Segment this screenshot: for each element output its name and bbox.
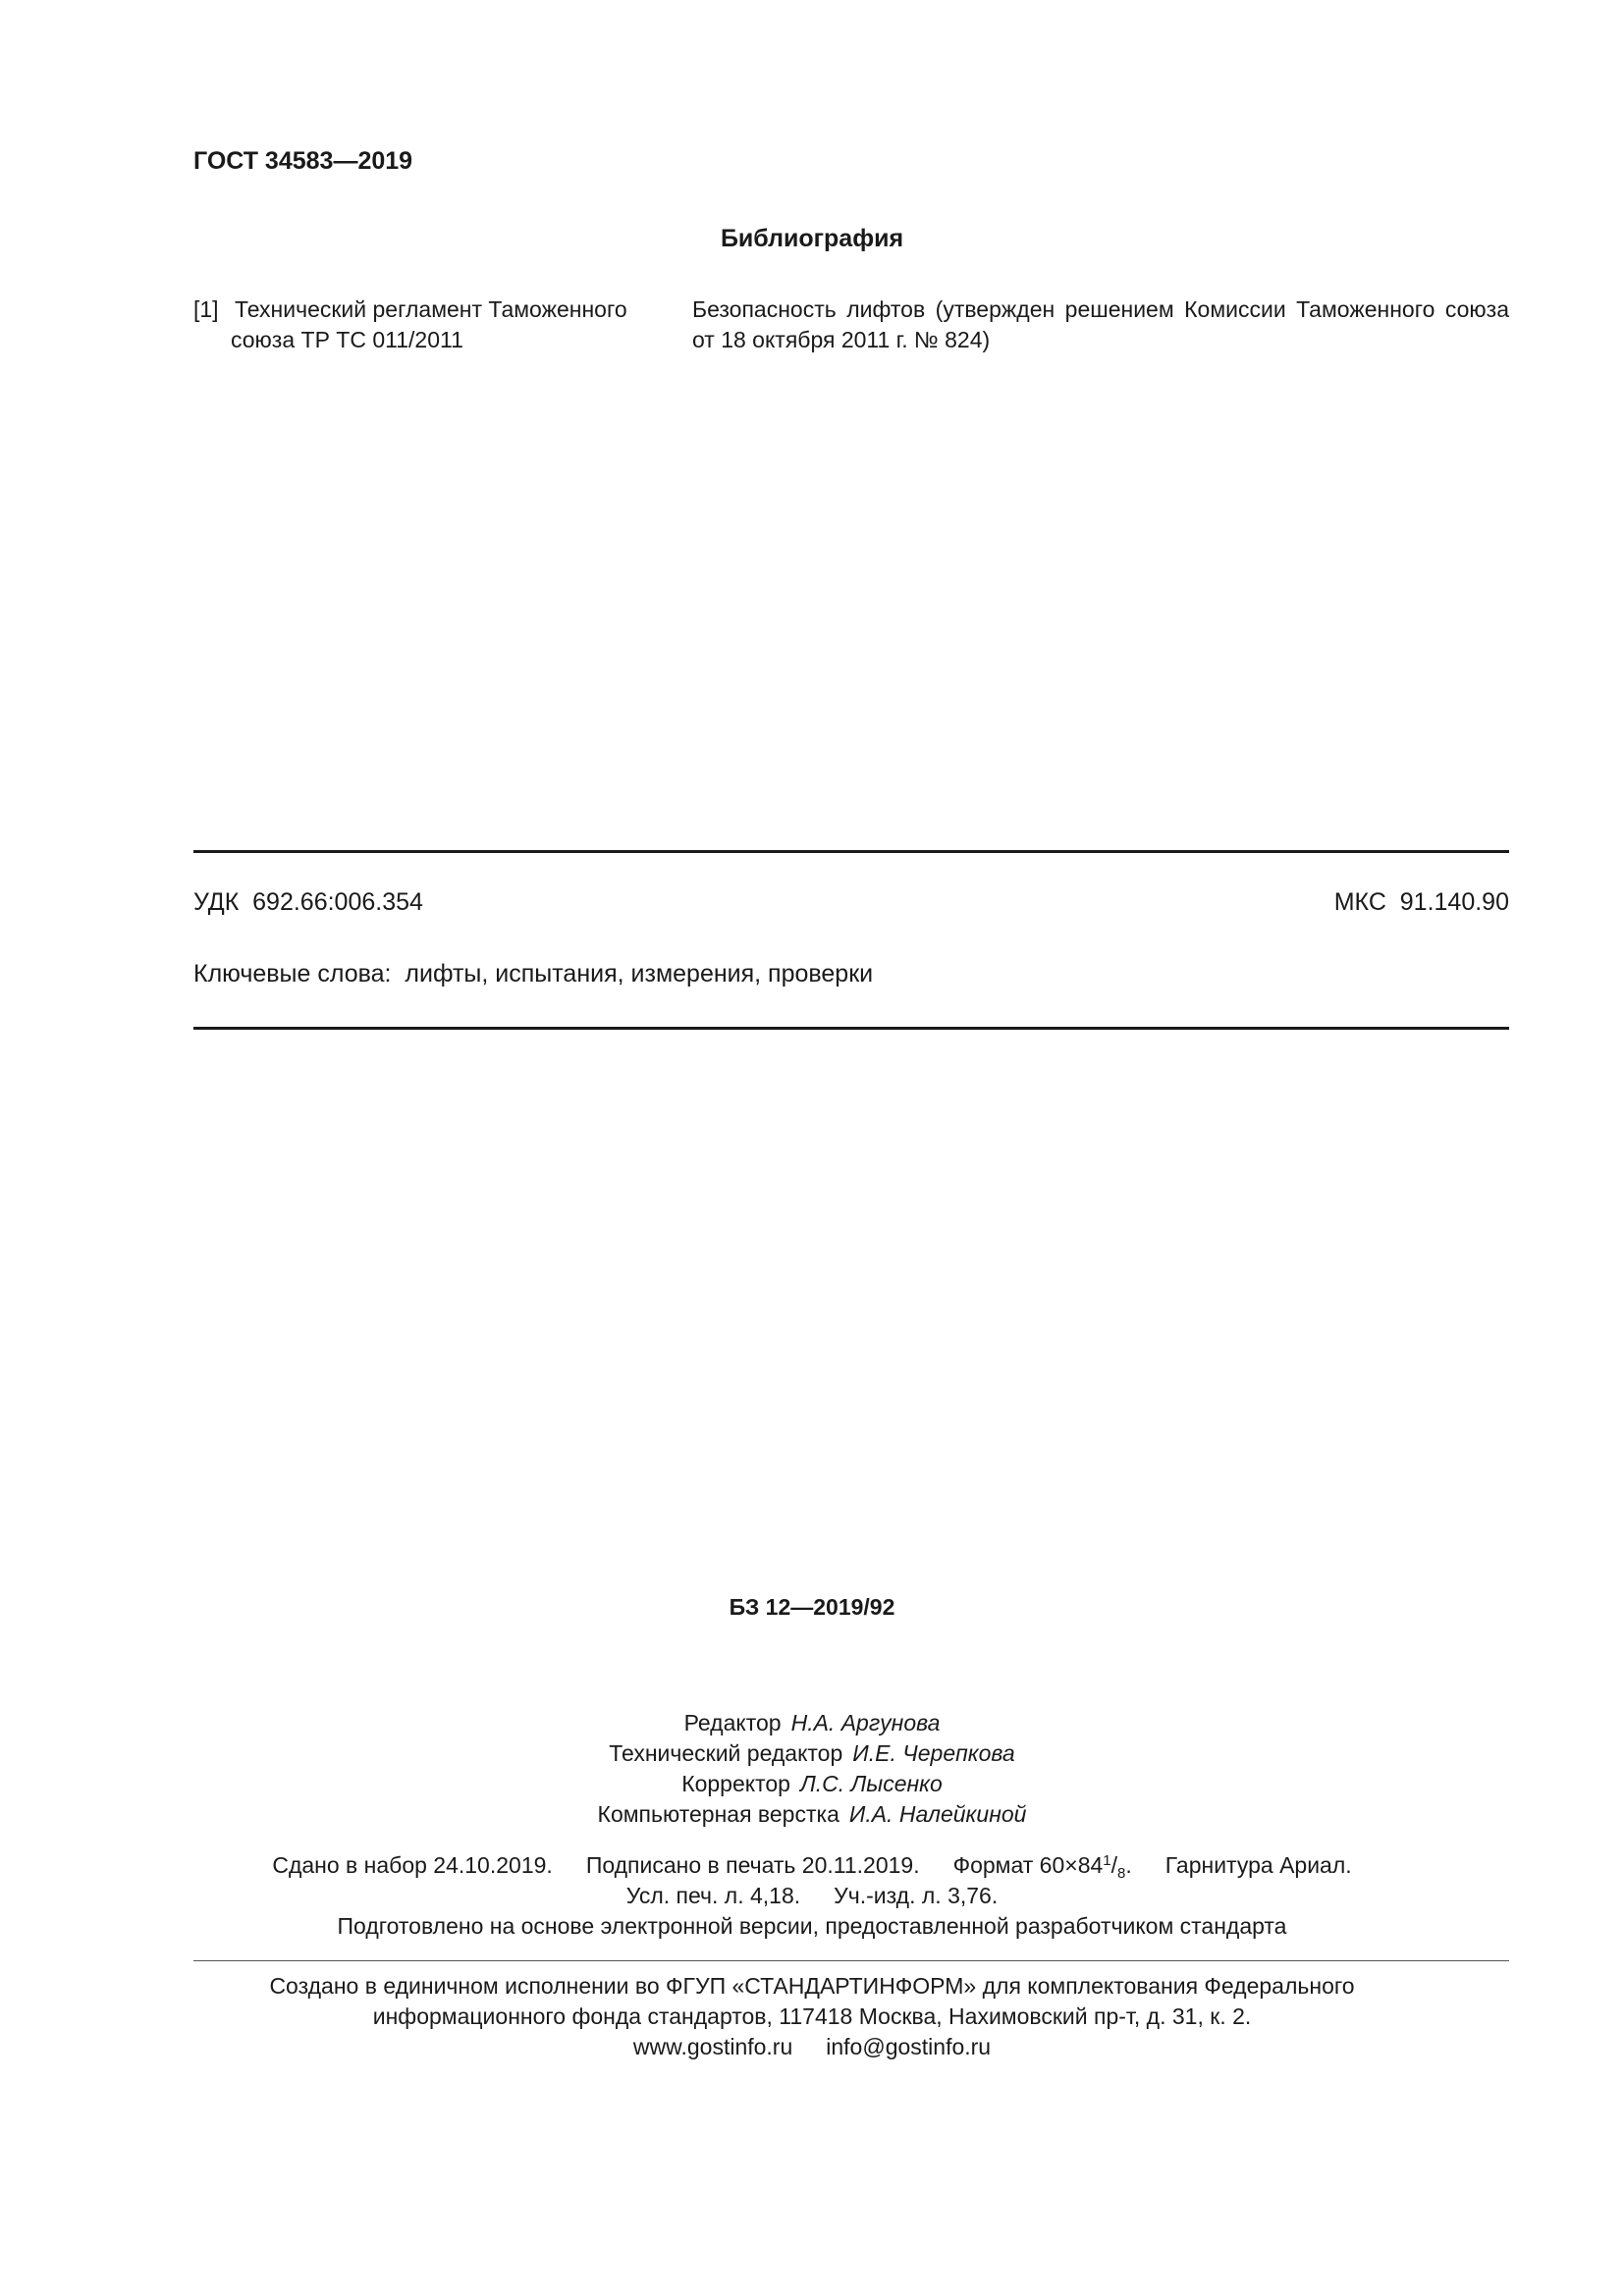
staff-proofreader: Корректор Л.С. Лысенко — [681, 1771, 943, 1796]
format-value: Формат $60\times 84^1/_8$. — [952, 1852, 1132, 1882]
staff-list — [0, 1708, 1624, 1830]
bibliography-title: Библиография — [720, 225, 904, 252]
bibliography-entry-number: [1] — [193, 296, 219, 322]
publication-details — [0, 1850, 1624, 1942]
publication-line-1: Сдано в набор 24.10.2019. Подписано в печать 20.11.2019. Формат $60\times 84^1/_8$. Гарнитура Ариал. — [272, 1852, 1352, 1882]
staff-editor: Редактор Н.А. Аргунова — [683, 1710, 941, 1735]
top-divider — [193, 850, 1509, 853]
udk-code: УДК 692.66:006.354 — [193, 888, 423, 916]
mks-code: МКС 91.140.90 — [1333, 888, 1509, 916]
website-link[interactable]: www.gostinfo.ru — [632, 2034, 793, 2059]
email-link[interactable]: info@gostinfo.ru — [826, 2034, 992, 2059]
staff-tech-editor: Технический редактор И.Е. Черепкова — [609, 1740, 1015, 1766]
imprint-divider — [193, 1960, 1509, 1961]
bibliography-entry-description: Безопасность лифтов (утвержден решением Комиссии Таможенного союза от 18 октября 2011 г. № 824) — [692, 296, 1509, 352]
publication-line-2: Усл. печ. л. 4,18. Уч.-изд. л. 3,76. — [625, 1883, 999, 1908]
bz-number: БЗ 12—2019/92 — [729, 1594, 895, 1620]
staff-layout: Компьютерная верстка И.А. Налейкиной — [597, 1801, 1027, 1827]
creation-line-1: Создано в единичном исполнении во ФГУП «СТАНДАРТИНФОРМ» для комплектования Федерального — [269, 1973, 1355, 1999]
bibliography-entry-source-line2: союза ТР ТС 011/2011 — [231, 327, 463, 352]
contacts — [0, 2032, 1624, 2062]
creation-line-2: информационного фонда стандартов, 117418 Москва, Нахимовский пр-т, д. 31, к. 2. — [372, 2003, 1252, 2029]
prepared-note: Подготовлено на основе электронной версии, предоставленной разработчиком стандарта — [337, 1913, 1287, 1939]
document-code: ГОСТ 34583—2019 — [193, 147, 413, 175]
bibliography-entry-source-line1: Технический регламент Таможенного — [235, 296, 627, 322]
bottom-divider — [193, 1027, 1509, 1030]
keywords: Ключевые слова: лифты, испытания, измерения, проверки — [193, 960, 874, 988]
creation-note — [0, 1971, 1624, 2062]
